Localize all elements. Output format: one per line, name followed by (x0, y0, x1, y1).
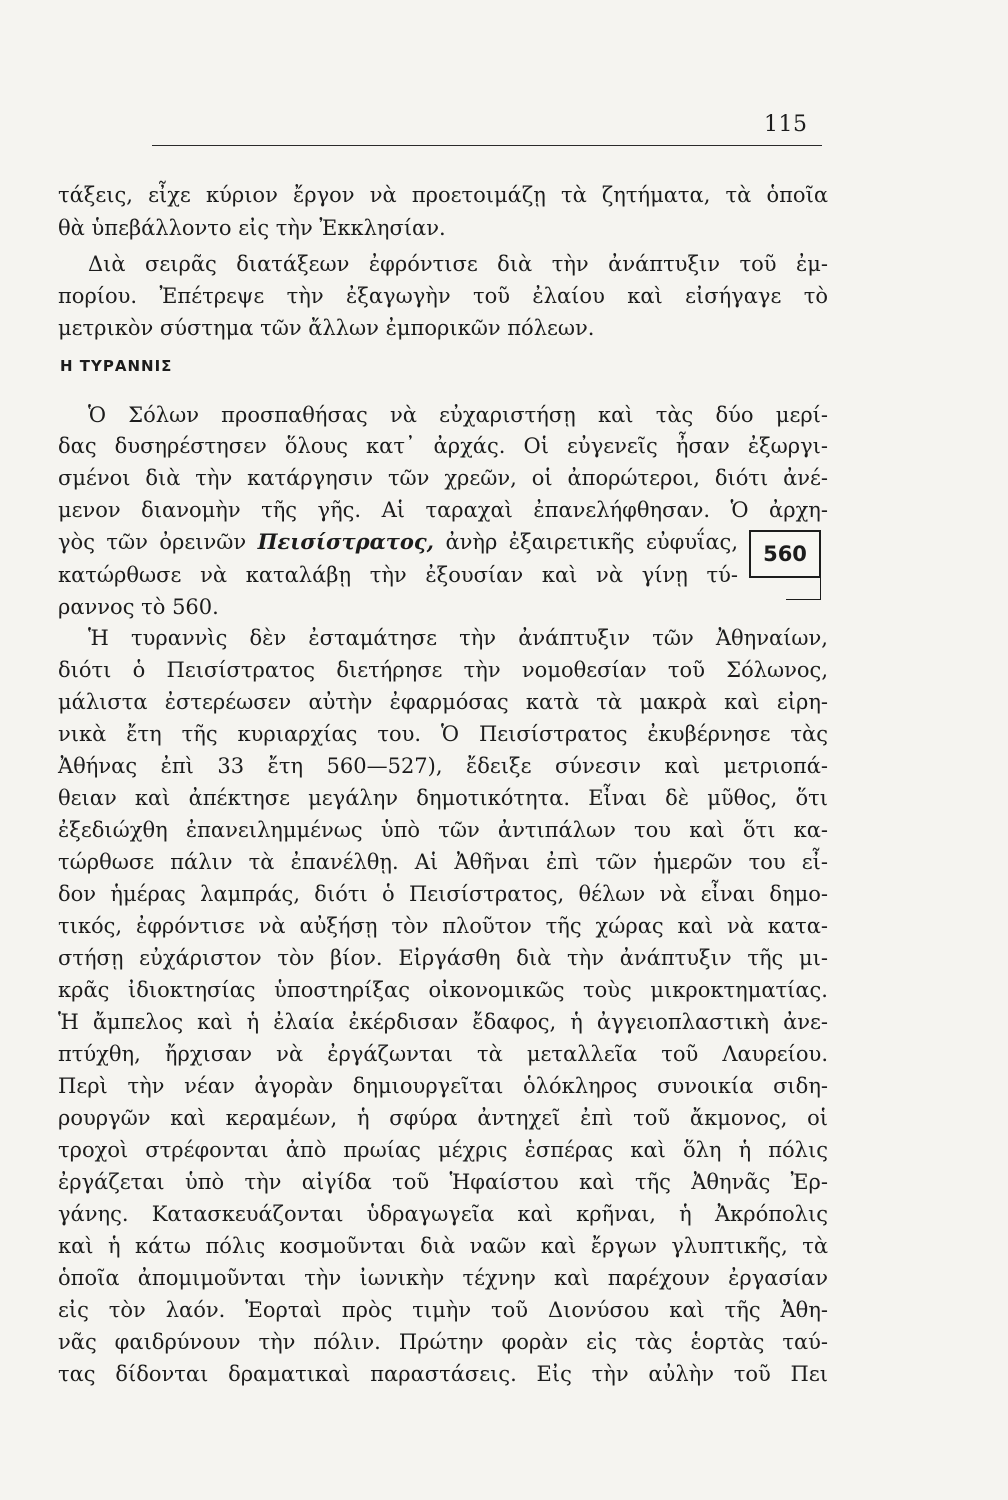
paragraph2-line-3: μετρικὸν σύστημα τῶν ἄλλων ἐμπορικῶν πόλεων. (58, 316, 595, 340)
paragraph4-line-17: τροχοὶ στρέφονται ἀπὸ πρωίας μέχρις ἑσπέρας καὶ ὅλη ἡ πόλις (58, 1138, 828, 1162)
paragraph4-line-20: καὶ ἡ κάτω πόλις κοσμοῦνται διὰ ναῶν καὶ ἔργων γλυπτικῆς, τὰ (58, 1234, 828, 1258)
paragraph3-line-5 (58, 527, 738, 557)
paragraph4-line-19: γάνης. Κατασκευάζονται ὑδραγωγεῖα καὶ κρῆναι, ἡ Ἀκρόπολις (58, 1202, 828, 1226)
paragraph3-line-2: δας δυσηρέστησεν ὅλους κατ᾽ ἀρχάς. Οἱ εὐγενεῖς ἦσαν ἐξωργι- (58, 434, 828, 458)
paragraph4-line-12: κρᾶς ἰδιοκτησίας ὑποστηρίξας οἰκονομικῶς τοὺς μικροκτηματίας. (58, 978, 828, 1002)
peisistratos-name: Πεισίστρατος, (257, 529, 434, 554)
paragraph4-line-24: τας δίδονται δραματικαὶ παραστάσεις. Εἰς τὴν αὐλὴν τοῦ Πει (58, 1362, 828, 1386)
paragraph4-line-13: Ἡ ἄμπελος καὶ ἡ ἐλαία ἐκέρδισαν ἔδαφος, ἡ ἀγγειοπλαστικὴ ἀνε- (58, 1010, 828, 1034)
paragraph1-line-2: θὰ ὑπεβάλλοντο εἰς τὴν Ἐκκλησίαν. (58, 216, 446, 240)
paragraph4-line-2: διότι ὁ Πεισίστρατος διετήρησε τὴν νομοθεσίαν τοῦ Σόλωνος, (58, 658, 828, 682)
header-rule (152, 145, 822, 146)
paragraph4-line-21: ὁποῖα ἀπομιμοῦνται τὴν ἰωνικὴν τέχνην καὶ παρέχουν ἐργασίαν (58, 1266, 828, 1290)
paragraph4-line-7: ἐξεδιώχθη ἐπανειλημμένως ὑπὸ τῶν ἀντιπάλων του καὶ ὅτι κα- (58, 818, 828, 842)
paragraph4-line-3: μάλιστα ἐστερέωσεν αὐτὴν ἐφαρμόσας κατὰ τὰ μακρὰ καὶ εἰρη- (58, 690, 828, 714)
paragraph4-line-10: τικός, ἐφρόντισε νὰ αὐξήσῃ τὸν πλοῦτον τῆς χώρας καὶ νὰ κατα- (58, 914, 828, 938)
paragraph4-line-6: θειαν καὶ ἀπέκτησε μεγάλην δημοτικότητα. Εἶναι δὲ μῦθος, ὅτι (58, 786, 828, 810)
paragraph4-line-14: πτύχθη, ἤρχισαν νὰ ἐργάζωνται τὰ μεταλλεῖα τοῦ Λαυρείου. (58, 1042, 828, 1066)
paragraph4-line-9: δον ἡμέρας λαμπράς, διότι ὁ Πεισίστρατος, θέλων νὰ εἶναι δημο- (58, 882, 828, 906)
paragraph3-line-1: Ὁ Σόλων προσπαθήσας νὰ εὐχαριστήσῃ καὶ τὰς δύο μερί- (88, 403, 828, 427)
paragraph3-line-6: κατώρθωσε νὰ καταλάβῃ τὴν ἐξουσίαν καὶ νὰ γίνῃ τύ- (58, 563, 738, 587)
paragraph4-line-15: Περὶ τὴν νέαν ἀγορὰν δημιουργεῖται ὁλόκληρος συνοικία σιδη- (58, 1074, 828, 1098)
page-number: 115 (764, 112, 808, 137)
paragraph4-line-4: νικὰ ἔτη τῆς κυριαρχίας του. Ὁ Πεισίστρατος ἐκυβέρνησε τὰς (58, 722, 828, 746)
paragraph3-line-3: σμένοι διὰ τὴν κατάργησιν τῶν χρεῶν, οἱ ἀπορώτεροι, διότι ἀνέ- (58, 466, 828, 490)
paragraph3-line-4: μενον διανομὴν τῆς γῆς. Αἱ ταραχαὶ ἐπανελήφθησαν. Ὁ ἀρχη- (58, 498, 828, 522)
paragraph4-line-11: στήσῃ εὐχάριστον τὸν βίον. Εἰργάσθη διὰ τὴν ἀνάπτυξιν τῆς μι- (58, 946, 828, 970)
paragraph4-line-1: Ἡ τυραννὶς δὲν ἐσταμάτησε τὴν ἀνάπτυξιν τῶν Ἀθηναίων, (88, 626, 828, 650)
paragraph4-line-22: εἰς τὸν λαόν. Ἑορταὶ πρὸς τιμὴν τοῦ Διονύσου καὶ τῆς Ἀθη- (58, 1298, 828, 1322)
margin-year-box: 560 (749, 530, 821, 578)
paragraph4-line-18: ἐργάζεται ὑπὸ τὴν αἰγίδα τοῦ Ἡφαίστου καὶ τῆς Ἀθηνᾶς Ἐρ- (58, 1170, 828, 1194)
paragraph1-line-1: τάξεις, εἶχε κύριον ἔργον νὰ προετοιμάζῃ τὰ ζητήματα, τὰ ὁποῖα (58, 183, 828, 207)
margin-year-box-bracket (786, 578, 821, 600)
paragraph2-line-2: πορίου. Ἐπέτρεψε τὴν ἐξαγωγὴν τοῦ ἐλαίου καὶ εἰσήγαγε τὸ (58, 284, 828, 308)
paragraph3-line-7: ραννος τὸ 560. (58, 595, 219, 619)
paragraph2-line-1: Διὰ σειρᾶς διατάξεων ἐφρόντισε διὰ τὴν ἀνάπτυξιν τοῦ ἐμ- (88, 252, 828, 276)
section-heading: Η ΤΥΡΑΝΝΙΣ (60, 357, 173, 375)
paragraph4-line-5: Ἀθήνας ἐπὶ 33 ἔτη 560—527), ἔδειξε σύνεσιν καὶ μετριοπά- (58, 754, 828, 778)
line5-before: γὸς τῶν ὀρεινῶν (58, 530, 258, 554)
paragraph4-line-16: ρουργῶν καὶ κεραμέων, ἡ σφύρα ἀντηχεῖ ἐπὶ τοῦ ἄκμονος, οἱ (58, 1106, 828, 1130)
paragraph4-line-23: νᾶς φαιδρύνουν τὴν πόλιν. Πρώτην φορὰν εἰς τὰς ἑορτὰς ταύ- (58, 1330, 828, 1354)
line5-after: ἀνὴρ ἐξαιρετικῆς εὐφυΐας, (433, 530, 738, 554)
paragraph4-line-8: τώρθωσε πάλιν τὰ ἐπανέλθῃ. Αἱ Ἀθῆναι ἐπὶ τῶν ἡμερῶν του εἶ- (58, 850, 828, 874)
